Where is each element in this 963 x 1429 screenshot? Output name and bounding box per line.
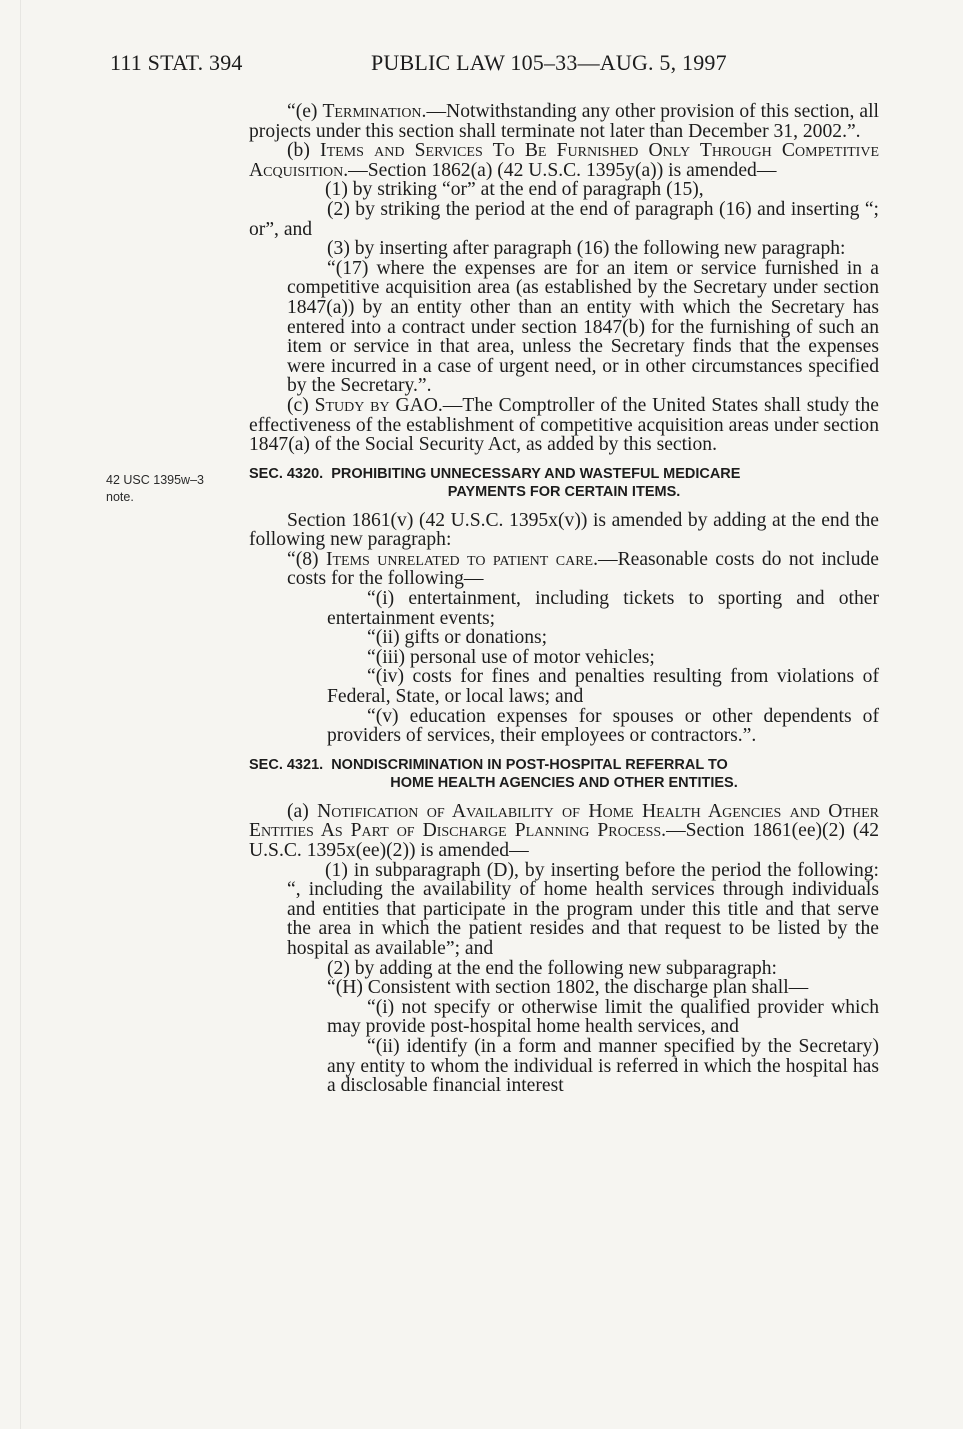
paragraph-e-termination: “(e) Termination.—Notwithstanding any other provision of this section, all projects under this section shall terminate not later than December 31, 2002.”. [249, 101, 879, 142]
margin-note [106, 472, 204, 506]
clause-v: “(v) education expenses for spouses or other dependents of providers of services, their employees or contractors.”. [327, 705, 879, 747]
paragraph-b-items-services: (b) Items and Services To Be Furnished Only Through Competitive Acquisition.—Section 1862(a) (42 U.S.C. 1395y(a)) is amended— [249, 140, 879, 181]
clause-a2: (2) by adding at the end the following new subparagraph: [327, 957, 777, 979]
section-title-continued: HOME HEALTH AGENCIES AND OTHER ENTITIES. [390, 774, 738, 791]
clause-iii: “(iii) personal use of motor vehicles; [367, 646, 655, 668]
section-heading-4321 [249, 756, 879, 792]
section-title-continued: PAYMENTS FOR CERTAIN ITEMS. [447, 483, 681, 500]
heading-termination: Termination. [322, 101, 427, 122]
clause-b1: (1) by striking “or” at the end of paragraph (15), [325, 179, 704, 201]
clause-h-i: “(i) not specify or otherwise limit the qualified provider which may provide post-hospital home health services, and [327, 996, 879, 1038]
page-reference: 111 STAT. 394 [110, 50, 243, 75]
paragraph-8: “(8) Items unrelated to patient care.—Reasonable costs do not include costs for the following— [287, 548, 879, 590]
margin-note-label: note. [106, 490, 134, 504]
clause-iv: “(iv) costs for fines and penalties resulting from violations of Federal, State, or local laws; and [327, 666, 879, 708]
paragraph-a-notification: (a) Notification of Availability of Home Health Agencies and Other Entities As Part of Discharge Planning Process.—Section 1861(ee)(2) (42 U.S.C. 1395x(ee)(2)) is amended— [249, 800, 879, 861]
subparagraph-h: “(H) Consistent with section 1802, the discharge plan shall— [327, 977, 809, 999]
clause-i: “(i) entertainment, including tickets to sporting and other entertainment events; [327, 588, 879, 629]
document-body [249, 102, 879, 1096]
clause-ii: “(ii) gifts or donations; [367, 627, 548, 649]
paragraph-c-study: (c) Study by GAO.—The Comptroller of the United States shall study the effectiveness of the establishment of competitive acquisition areas under section 1847(a) of the Social Security Act, as added by this section. [249, 394, 879, 456]
section-title: PROHIBITING UNNECESSARY AND WASTEFUL MEDICARE [331, 465, 741, 482]
section-4320-intro: Section 1861(v) (42 U.S.C. 1395x(v)) is amended by adding at the end the following new paragraph: [249, 509, 879, 551]
section-number: SEC. 4320. [249, 465, 324, 482]
margin-note-citation: 42 USC 1395w–3 [106, 473, 204, 487]
section-title: NONDISCRIMINATION IN POST-HOSPITAL REFERRAL TO [331, 756, 728, 773]
heading-items-unrelated: Items unrelated to patient care. [325, 548, 598, 570]
law-title: PUBLIC LAW 105–33—AUG. 5, 1997 [371, 50, 727, 75]
clause-b3: (3) by inserting after paragraph (16) the following new paragraph: [327, 238, 846, 260]
heading-items-services: Items and Services To Be Furnished Only Through Competitive Acquisition. [249, 140, 879, 181]
heading-notification: Notification of Availability of Home Health Agencies and Other Entities As Part of Discharge Planning Process. [249, 800, 879, 842]
paragraph-17: “(17) where the expenses are for an item or service furnished in a competitive acquisition area (as established by the Secretary under section 1847(a)) by an entity other than an entity with which the Secretary has entered into a contract under section 1847(b) for the furnishing of such an item or service in that area, unless the Secretary finds that the expenses were incurred in a case of urgent need, or in other circumstances specified by the Secretary.”. [287, 257, 879, 397]
clause-a1: (1) in subparagraph (D), by inserting before the period the following: “, including the availability of home health services through individuals and entities that participate in the program under this title and that serve the area in which the patient resides and that request to be listed by the hospital as available”; and [287, 859, 879, 959]
heading-study-by-gao: Study by GAO. [314, 394, 443, 416]
section-heading-4320 [249, 465, 879, 501]
clause-h-ii: “(ii) identify (in a form and manner specified by the Secretary) any entity to whom the individual is referred in which the hospital has a disclosable financial interest [327, 1035, 879, 1097]
section-number: SEC. 4321. [249, 756, 324, 773]
scan-edge-shadow [20, 0, 21, 1429]
clause-b2: (2) by striking the period at the end of paragraph (16) and inserting “; or”, and [249, 198, 879, 240]
